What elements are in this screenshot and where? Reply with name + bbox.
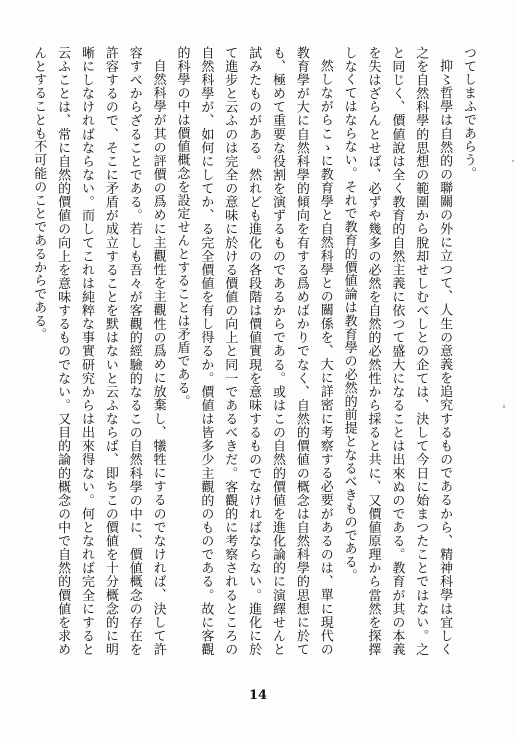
paragraph-education-natural-science: 然しながらこゝに教育學と自然科學との關係を、大に詳密に考察する必要があるのは、單に現代の教育學が大に自然科學的傾向を有する爲めばかりでなく、自然的價値の概念は自然科學的思想に於ても、極めて重要な役割を演ずるものであるからである。或はこの自然的價値を進化論的に演繹せんと試みたものがある。然れども進化の各段階は價値實現を意味するものでなければならない。進化に於て進步と云ふのは完全の意味に於ける價値の向上と同一であるべきだ。客觀的に考察されるところの自然科學が、如何にしてか、る完全價値を有し得るか。價値は皆多少主觀的のものである。故に客觀的科學の中は價値概念を設定せんとすることは矛盾である。 bbox=[174, 46, 333, 656]
body-text-column bbox=[26, 46, 480, 656]
paragraph-philosophy-value-theory: 抑〻哲學は自然的の聯關の外に立つて、人生の意義を追究するものであるから、精神科學は宜しく之を自然科學的思想の範圍から脫却せしむべしとの企ては、決して今日に始まつたことではない。之と同じく、價値說は全く教育的自然主義に依つて盛大になることは出來ぬのである。教育が其の本義を失はざらんとせば、必ずや幾多の必然を自然的必然性から採ると共に、又價値原理から當然を探擇しなくてはならない。それで教育的價値論は教育學の必然的前提となるべきものである。 bbox=[341, 46, 453, 656]
paragraph-natural-science-evaluation: 自然科學が其の評價の爲めに主觀性を主觀性の爲めに放棄し、犧牲にするのでなければ、決して許容すべからざることである。若しも吾々が客觀的經驗的なるこの自然科學の中に、價値概念の存在を許容するので、そこに矛盾が成立することを默はないと云ふならば、即ちこの價値を十分概念的に明晰にしなければならない。而してこれは純粹な事實研究からは出來得ない。何となれば完全にすると云ふことは、常に自然的價値の向上を意味するものでない。又目的論的概念の中で自然的價値を求めんとすることも不可能のことであるからである。 bbox=[31, 46, 166, 656]
paragraph-continuation: つてしまふであらう。 bbox=[461, 46, 476, 180]
margin-speck bbox=[512, 160, 514, 162]
page-number: 14 bbox=[248, 688, 268, 703]
margin-speck bbox=[503, 405, 505, 408]
